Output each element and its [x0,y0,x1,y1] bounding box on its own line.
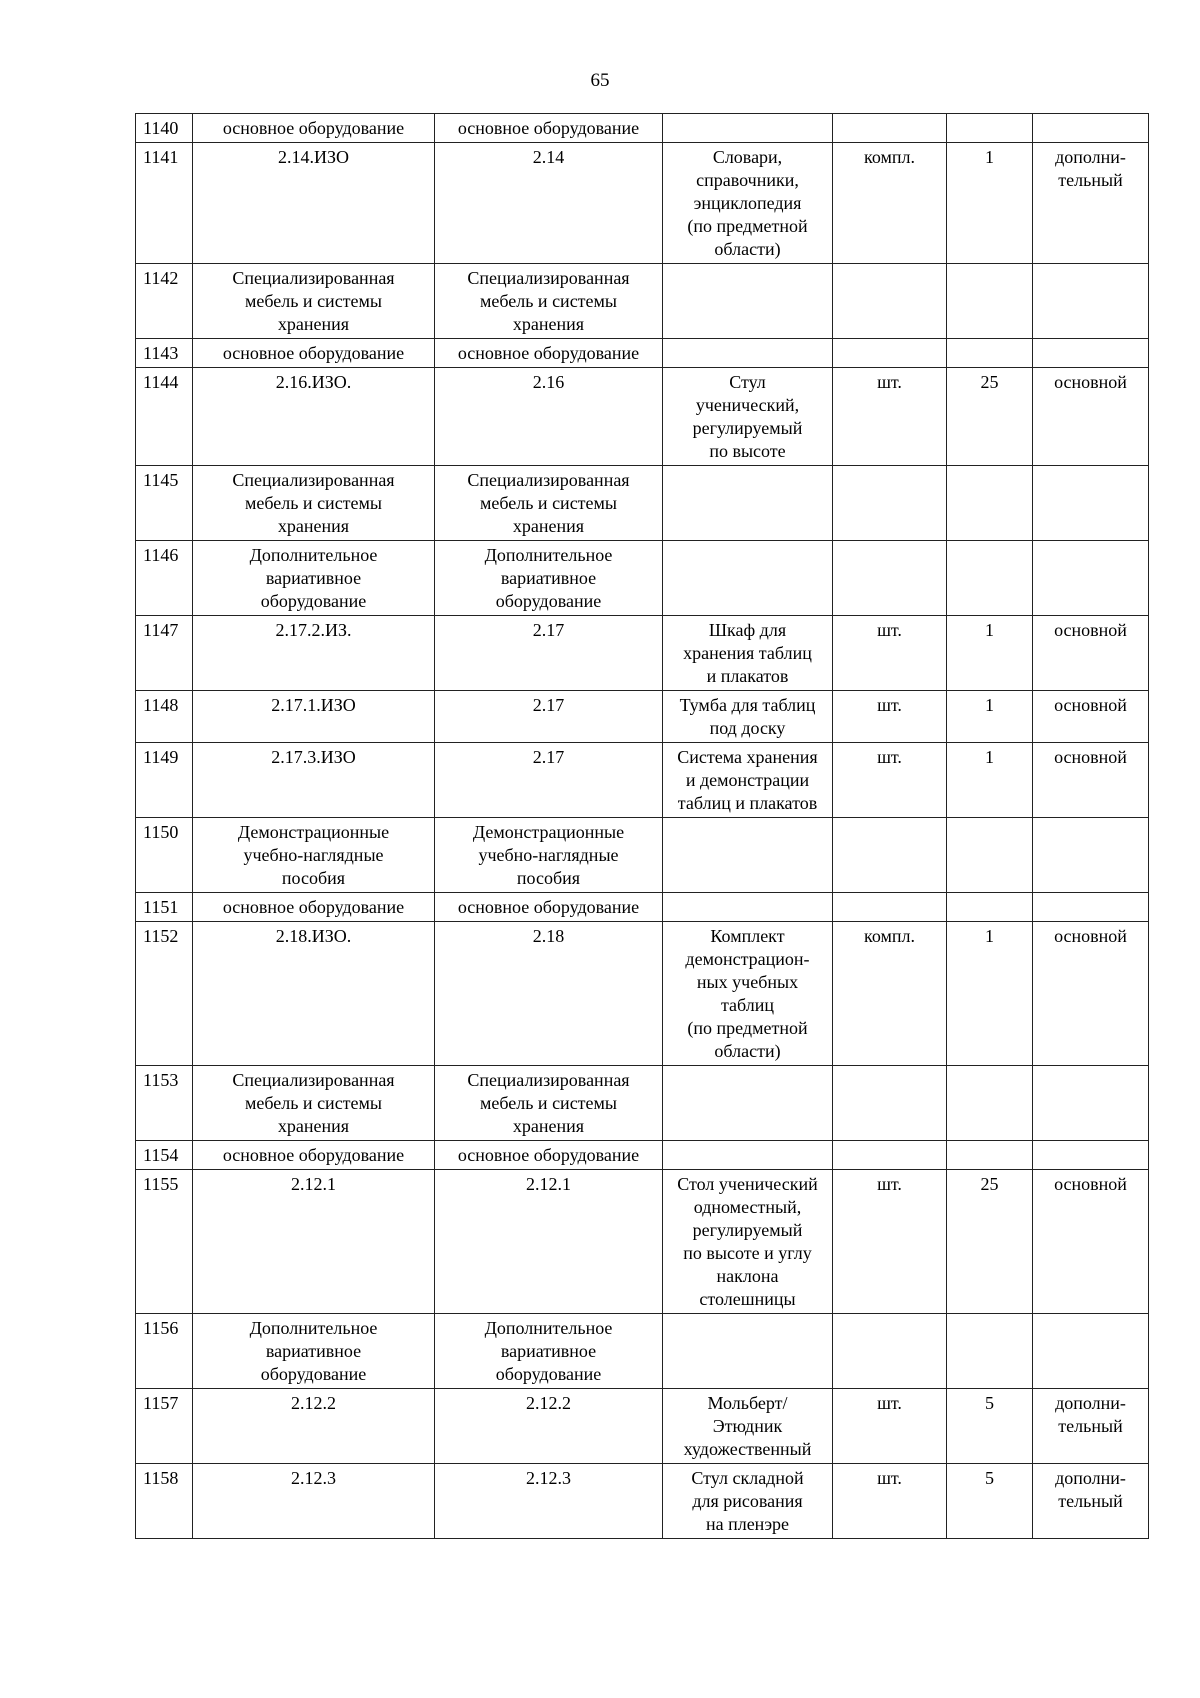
row-number-cell: 1151 [136,893,193,922]
table-row [136,922,1149,1066]
unit-cell: шт. [833,368,947,466]
section-code-cell: Дополнительное вариативное оборудование [193,1314,435,1389]
row-number-cell: 1144 [136,368,193,466]
row-number-cell: 1154 [136,1141,193,1170]
quantity-cell [947,893,1033,922]
quantity-cell: 5 [947,1464,1033,1539]
quantity-cell [947,541,1033,616]
type-cell [1033,541,1149,616]
quantity-cell [947,1141,1033,1170]
row-number-cell: 1140 [136,114,193,143]
section-code-cell: Демонстрационные учебно-наглядные пособия [193,818,435,893]
section-code-2-cell: 2.17 [435,616,663,691]
item-name-cell [663,339,833,368]
section-code-2-cell: Демонстрационные учебно-наглядные пособия [435,818,663,893]
table-row [136,893,1149,922]
section-code-cell: Специализированная мебель и системы хранения [193,466,435,541]
quantity-cell [947,339,1033,368]
row-number-cell: 1156 [136,1314,193,1389]
table-row [136,1464,1149,1539]
quantity-cell: 1 [947,922,1033,1066]
quantity-cell: 25 [947,368,1033,466]
type-cell: дополни- тельный [1033,1389,1149,1464]
row-number-cell: 1155 [136,1170,193,1314]
section-code-cell: основное оборудование [193,339,435,368]
item-name-cell: Стол ученический одноместный, регулируемый по высоте и углу наклона столешницы [663,1170,833,1314]
section-code-2-cell: 2.12.3 [435,1464,663,1539]
table-row [136,541,1149,616]
row-number-cell: 1146 [136,541,193,616]
section-code-cell: Специализированная мебель и системы хранения [193,264,435,339]
section-code-2-cell: основное оборудование [435,339,663,368]
item-name-cell: Комплект демонстрацион- ных учебных таблиц (по предметной области) [663,922,833,1066]
section-code-2-cell: Дополнительное вариативное оборудование [435,541,663,616]
row-number-cell: 1150 [136,818,193,893]
row-number-cell: 1147 [136,616,193,691]
section-code-cell: 2.14.ИЗО [193,143,435,264]
section-code-cell: 2.12.3 [193,1464,435,1539]
table-row [136,818,1149,893]
item-name-cell: Тумба для таблиц под доску [663,691,833,743]
type-cell [1033,818,1149,893]
section-code-2-cell: основное оборудование [435,893,663,922]
quantity-cell [947,466,1033,541]
item-name-cell: Стул складной для рисования на пленэре [663,1464,833,1539]
item-name-cell [663,114,833,143]
section-code-cell: 2.17.2.ИЗ. [193,616,435,691]
table-row [136,1141,1149,1170]
item-name-cell: Стул ученический, регулируемый по высоте [663,368,833,466]
type-cell [1033,339,1149,368]
unit-cell: шт. [833,691,947,743]
unit-cell: шт. [833,1389,947,1464]
section-code-2-cell: основное оборудование [435,1141,663,1170]
item-name-cell: Словари, справочники, энциклопедия (по предметной области) [663,143,833,264]
section-code-cell: Специализированная мебель и системы хранения [193,1066,435,1141]
row-number-cell: 1142 [136,264,193,339]
section-code-2-cell: Дополнительное вариативное оборудование [435,1314,663,1389]
section-code-2-cell: 2.18 [435,922,663,1066]
table-row [136,1066,1149,1141]
item-name-cell [663,893,833,922]
unit-cell: шт. [833,616,947,691]
item-name-cell [663,1066,833,1141]
type-cell: основной [1033,691,1149,743]
quantity-cell [947,1314,1033,1389]
unit-cell [833,1066,947,1141]
type-cell: основной [1033,368,1149,466]
unit-cell [833,264,947,339]
table-row [136,691,1149,743]
table-row [136,1314,1149,1389]
quantity-cell: 1 [947,691,1033,743]
unit-cell [833,339,947,368]
section-code-cell: основное оборудование [193,893,435,922]
unit-cell: шт. [833,743,947,818]
item-name-cell [663,1141,833,1170]
row-number-cell: 1145 [136,466,193,541]
section-code-2-cell: 2.12.2 [435,1389,663,1464]
unit-cell [833,466,947,541]
section-code-cell: 2.12.2 [193,1389,435,1464]
section-code-2-cell: 2.17 [435,691,663,743]
page-number: 65 [590,70,610,91]
row-number-cell: 1158 [136,1464,193,1539]
type-cell [1033,264,1149,339]
table-row [136,143,1149,264]
type-cell: основной [1033,616,1149,691]
row-number-cell: 1149 [136,743,193,818]
quantity-cell [947,264,1033,339]
row-number-cell: 1141 [136,143,193,264]
row-number-cell: 1157 [136,1389,193,1464]
table-row [136,1389,1149,1464]
item-name-cell: Шкаф для хранения таблиц и плакатов [663,616,833,691]
item-name-cell [663,1314,833,1389]
type-cell [1033,1066,1149,1141]
table-row [136,264,1149,339]
section-code-2-cell: 2.16 [435,368,663,466]
table-row [136,339,1149,368]
section-code-cell: 2.16.ИЗО. [193,368,435,466]
table-row [136,466,1149,541]
type-cell: дополни- тельный [1033,1464,1149,1539]
row-number-cell: 1153 [136,1066,193,1141]
quantity-cell: 1 [947,143,1033,264]
type-cell: основной [1033,743,1149,818]
section-code-cell: 2.17.3.ИЗО [193,743,435,818]
section-code-cell: 2.12.1 [193,1170,435,1314]
section-code-cell: основное оборудование [193,1141,435,1170]
type-cell: основной [1033,922,1149,1066]
unit-cell [833,893,947,922]
section-code-2-cell: Специализированная мебель и системы хранения [435,1066,663,1141]
unit-cell [833,818,947,893]
unit-cell: шт. [833,1464,947,1539]
unit-cell [833,1314,947,1389]
table-row [136,1170,1149,1314]
section-code-cell: 2.18.ИЗО. [193,922,435,1066]
section-code-2-cell: 2.17 [435,743,663,818]
unit-cell [833,1141,947,1170]
quantity-cell: 1 [947,743,1033,818]
section-code-cell: Дополнительное вариативное оборудование [193,541,435,616]
type-cell [1033,893,1149,922]
row-number-cell: 1152 [136,922,193,1066]
section-code-cell: 2.17.1.ИЗО [193,691,435,743]
equipment-table [135,113,1149,1539]
quantity-cell: 5 [947,1389,1033,1464]
unit-cell [833,541,947,616]
table-row [136,368,1149,466]
type-cell: основной [1033,1170,1149,1314]
item-name-cell [663,541,833,616]
table-row [136,114,1149,143]
row-number-cell: 1143 [136,339,193,368]
item-name-cell [663,466,833,541]
type-cell [1033,1314,1149,1389]
section-code-2-cell: Специализированная мебель и системы хранения [435,466,663,541]
quantity-cell [947,1066,1033,1141]
quantity-cell: 25 [947,1170,1033,1314]
item-name-cell [663,264,833,339]
section-code-cell: основное оборудование [193,114,435,143]
unit-cell [833,114,947,143]
type-cell: дополни- тельный [1033,143,1149,264]
table-row [136,743,1149,818]
section-code-2-cell: основное оборудование [435,114,663,143]
quantity-cell: 1 [947,616,1033,691]
quantity-cell [947,114,1033,143]
unit-cell: шт. [833,1170,947,1314]
table-body [136,114,1149,1539]
section-code-2-cell: Специализированная мебель и системы хранения [435,264,663,339]
item-name-cell [663,818,833,893]
type-cell [1033,114,1149,143]
type-cell [1033,1141,1149,1170]
unit-cell: компл. [833,922,947,1066]
section-code-2-cell: 2.14 [435,143,663,264]
type-cell [1033,466,1149,541]
section-code-2-cell: 2.12.1 [435,1170,663,1314]
item-name-cell: Система хранения и демонстрации таблиц и плакатов [663,743,833,818]
table-row [136,616,1149,691]
row-number-cell: 1148 [136,691,193,743]
unit-cell: компл. [833,143,947,264]
quantity-cell [947,818,1033,893]
item-name-cell: Мольберт/ Этюдник художественный [663,1389,833,1464]
